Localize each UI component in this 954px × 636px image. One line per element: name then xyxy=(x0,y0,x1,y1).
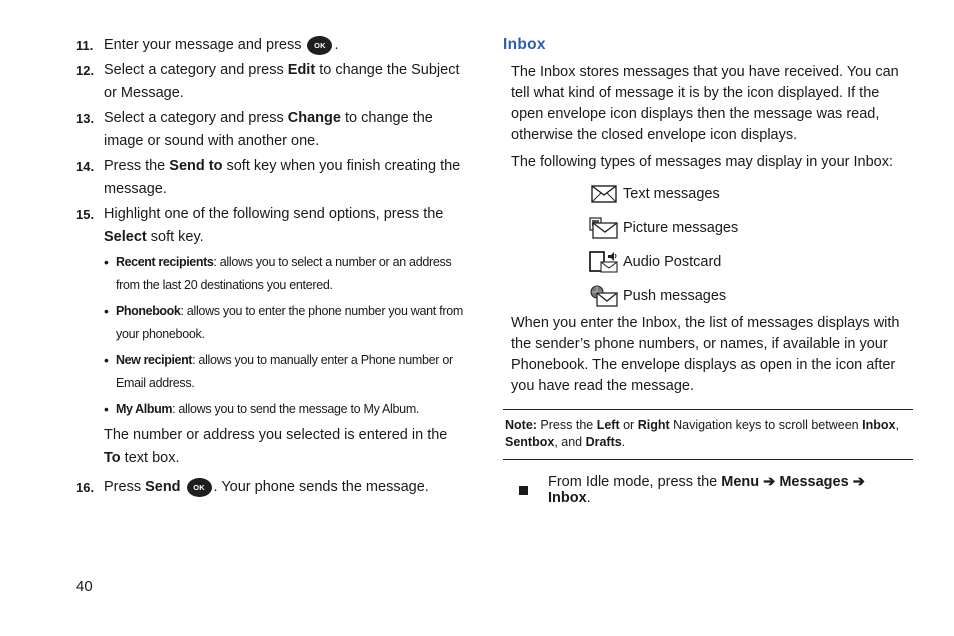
step-number: 11. xyxy=(76,38,94,53)
envelope-icon xyxy=(589,183,619,205)
send-options-list xyxy=(104,251,468,421)
bullet-square-icon xyxy=(519,486,528,495)
step-12: 12. Select a category and press Edit to change the Subject or Message. xyxy=(76,59,468,105)
step-14: 14. Press the Send to soft key when you finish creating the message. xyxy=(76,155,468,201)
step-11: 11. Enter your message and press OK . xyxy=(76,34,468,57)
option-my-album: • My Album: allows you to send the message to My Album. xyxy=(104,401,420,417)
note-box: Note: Press the Left or Right Navigation keys to scroll between Inbox, Sentbox, and Drafts. xyxy=(503,409,913,460)
inbox-intro: The Inbox stores messages that you have received. You can tell what kind of message it is by the icon displayed. If the open envelope icon displays then the message was read, otherwise the closed envelope icon displays. xyxy=(511,64,899,143)
page-number: 40 xyxy=(76,578,93,595)
note-label: Note: xyxy=(505,418,537,432)
left-column xyxy=(76,34,468,501)
type-text-messages: Text messages xyxy=(589,181,909,207)
message-types-list xyxy=(589,181,909,309)
step-number: 16. xyxy=(76,480,95,495)
step-15: 15. Highlight one of the following send options, press the Select soft key. xyxy=(76,203,468,249)
step-16: 16. Press Send OK . Your phone sends the message. xyxy=(76,476,468,499)
step-number: 13. xyxy=(76,111,95,126)
ok-key-icon: OK xyxy=(187,478,212,497)
section-title: Inbox xyxy=(503,36,546,53)
type-push-messages: Push messages xyxy=(589,283,909,309)
right-column xyxy=(503,34,909,506)
option-new-recipient: • New recipient: allows you to manually enter a Phone number or Email address. xyxy=(104,352,453,390)
to-field-note: The number or address you selected is entered in the To text box. xyxy=(104,427,448,466)
types-lead: The following types of messages may display in your Inbox: xyxy=(511,154,894,170)
type-picture-messages: Picture messages xyxy=(589,215,909,241)
step-13: 13. Select a category and press Change to change the image or sound with another one. xyxy=(76,107,468,153)
step-number: 14. xyxy=(76,159,95,174)
push-message-icon xyxy=(589,285,619,307)
ok-key-icon: OK xyxy=(307,36,332,55)
picture-message-icon xyxy=(589,217,619,239)
type-audio-postcard: Audio Postcard xyxy=(589,249,909,275)
option-recent-recipients: • Recent recipients: allows you to select a number or an address from the last 20 destinations you entered. xyxy=(104,254,452,292)
audio-postcard-icon xyxy=(589,251,619,273)
step-number: 15. xyxy=(76,207,95,222)
step-number: 12. xyxy=(76,63,95,78)
option-phonebook: • Phonebook: allows you to enter the phone number you want from your phonebook. xyxy=(104,303,463,341)
instruction-line: From Idle mode, press the Menu ➔ Messages ➔ Inbox. xyxy=(519,474,909,506)
inbox-after: When you enter the Inbox, the list of messages displays with the sender’s phone numbers, or names, if available in your Phonebook. The envelope displays as open in the icon after you have read the message. xyxy=(511,315,900,394)
